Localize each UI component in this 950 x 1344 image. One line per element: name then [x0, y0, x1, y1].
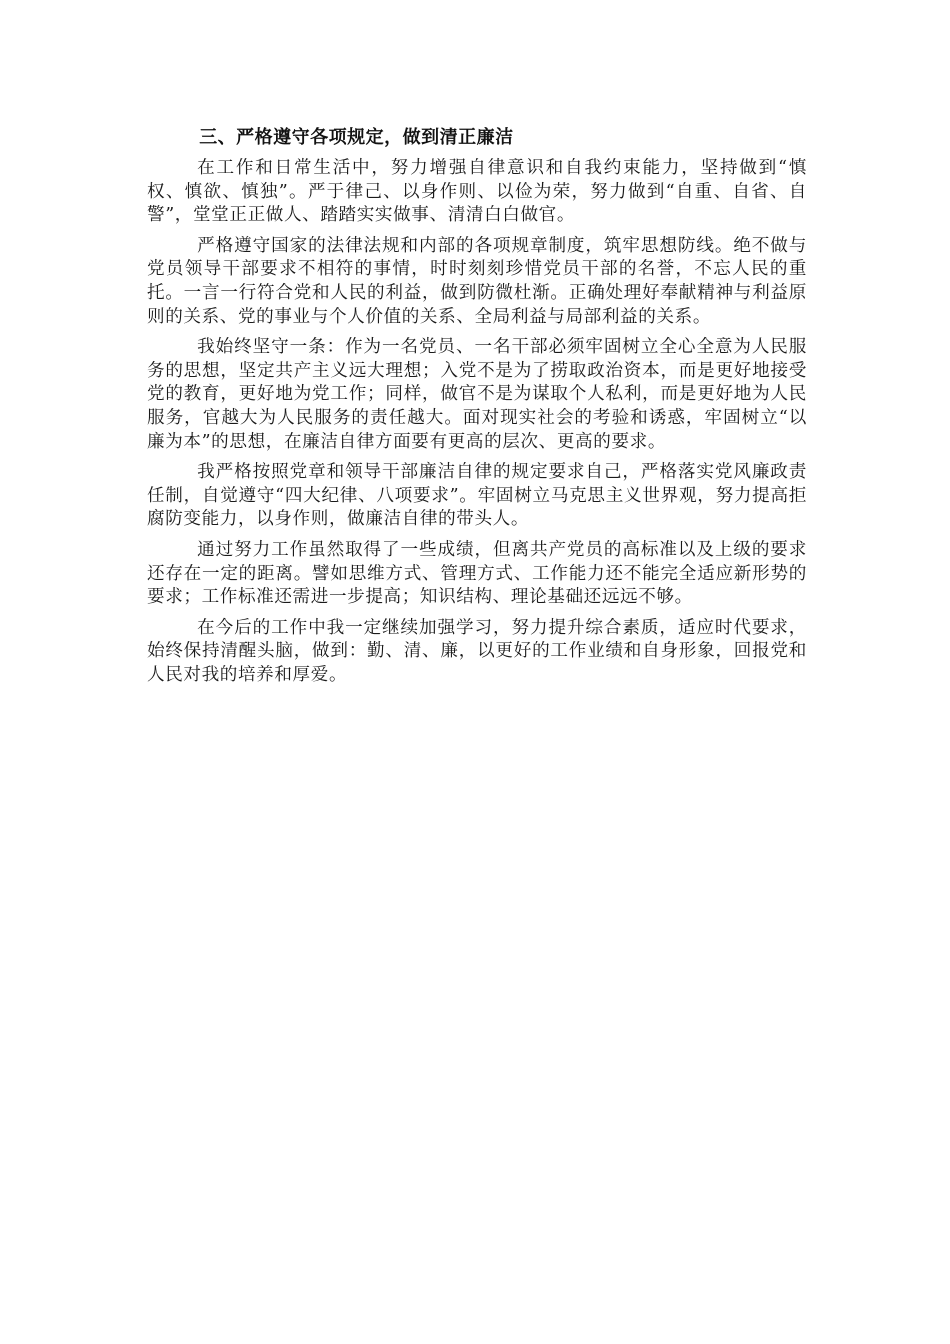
section-heading: 三、严格遵守各项规定，做到清正廉洁	[199, 127, 514, 148]
paragraph-6: 在今后的工作中我一定继续加强学习，努力提升综合素质，适应时代要求，始终保持清醒头脑，做到：勤、清、廉，以更好的工作业绩和自身形象，回报党和人民对我的培养和厚爱。	[147, 617, 807, 685]
paragraph-5: 通过努力工作虽然取得了一些成绩，但离共产党员的高标准以及上级的要求还存在一定的距离。譬如思维方式、管理方式、工作能力还不能完全适应新形势的要求；工作标准还需进一步提高；知识结构、理论基础还远远不够。	[147, 539, 807, 608]
paragraph-2: 严格遵守国家的法律法规和内部的各项规章制度，筑牢思想防线。绝不做与党员领导干部要求不相符的事情，时时刻刻珍惜党员干部的名誉，不忘人民的重托。一言一行符合党和人民的利益，做到防微杜渐。正确处理好奉献精神与利益原则的关系、党的事业与个人价值的关系、全局利益与局部利益的关系。	[147, 235, 807, 327]
paragraph-4: 我严格按照党章和领导干部廉洁自律的规定要求自己，严格落实党风廉政责任制，自觉遵守“四大纪律、八项要求”。牢固树立马克思主义世界观，努力提高拒腐防变能力，以身作则，做廉洁自律的带头人。	[147, 462, 807, 530]
document-body	[147, 126, 807, 694]
paragraph-1: 在工作和日常生活中，努力增强自律意识和自我约束能力，坚持做到“慎权、慎欲、慎独”。严于律己、以身作则、以俭为荣，努力做到“自重、自省、自警”，堂堂正正做人、踏踏实实做事、清清白白做官。	[147, 158, 807, 226]
paragraph-3: 我始终坚守一条：作为一名党员、一名干部必须牢固树立全心全意为人民服务的思想，坚定共产主义远大理想；入党不是为了捞取政治资本，而是更好地接受党的教育，更好地为党工作；同样，做官不是为谋取个人私利，而是更好地为人民服务，官越大为人民服务的责任越大。面对现实社会的考验和诱惑，牢固树立“以廉为本”的思想，在廉洁自律方面要有更高的层次、更高的要求。	[147, 337, 807, 452]
